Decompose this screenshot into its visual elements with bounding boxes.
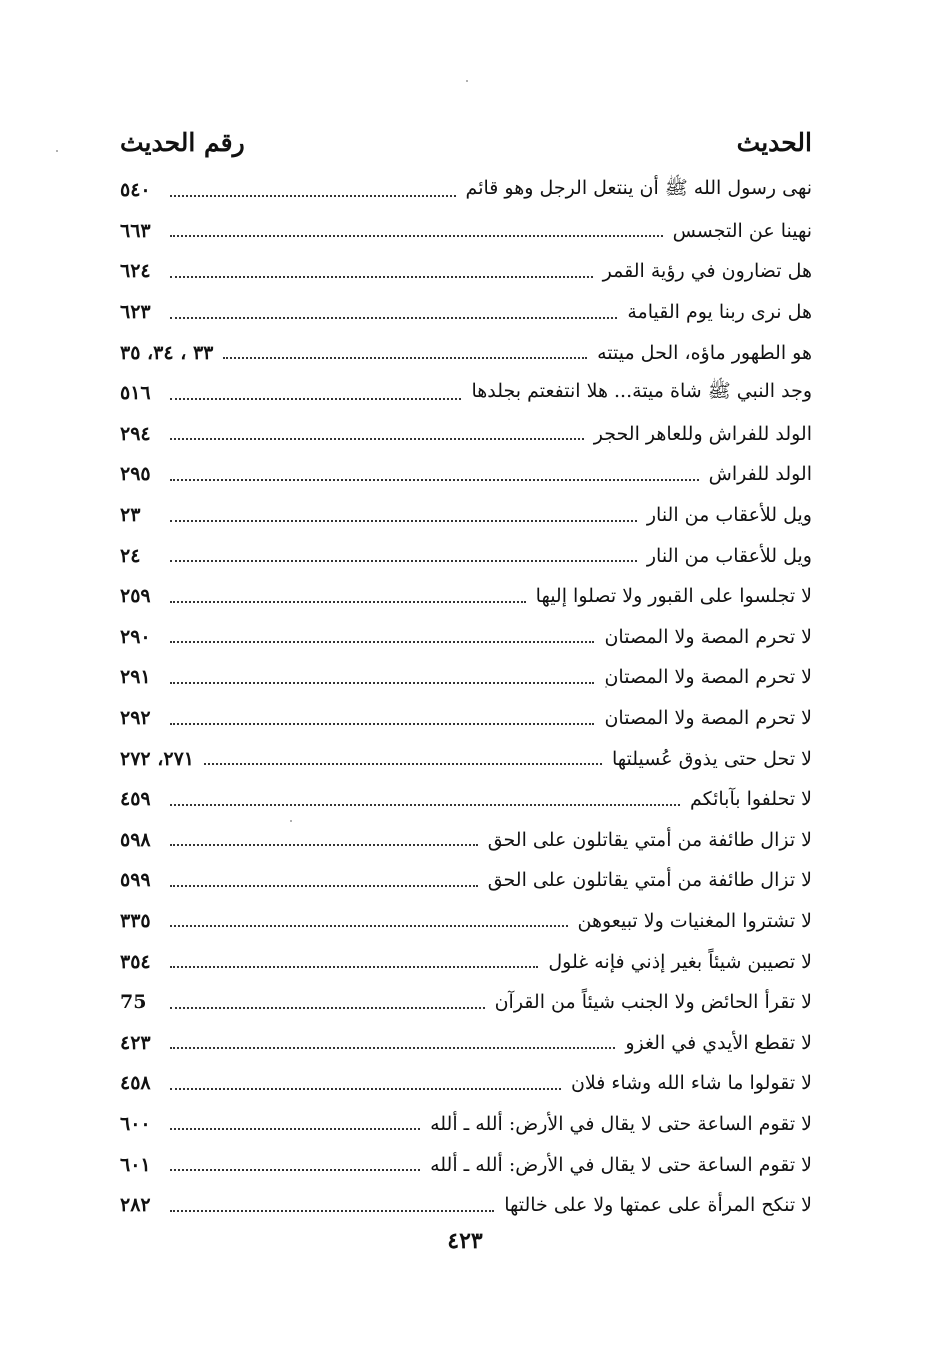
hadith-text: لا تحل حتى يذوق عُسيلتها <box>611 747 812 770</box>
dot-leader <box>170 884 478 887</box>
index-entry <box>120 1185 812 1226</box>
index-entry <box>120 211 812 252</box>
dot-leader <box>170 478 699 481</box>
hadith-text: الولد للفراش وللعاهر الحجر <box>593 422 812 445</box>
index-entry <box>120 617 812 658</box>
hadith-number: ٢٧١، ٢٧٢ <box>120 747 194 770</box>
scan-speck <box>466 80 468 82</box>
dot-leader <box>170 1127 420 1130</box>
index-entry <box>120 1063 812 1104</box>
index-entry <box>120 454 812 495</box>
index-entry <box>120 779 812 820</box>
hadith-number: ٢٤ <box>120 544 141 567</box>
hadith-text: هل تضارون في رؤية القمر <box>602 260 812 283</box>
hadith-text: لا تقطع الأيدي في الغزو <box>625 1031 812 1054</box>
hadith-text: لا تجلسوا على القبور ولا تصلوا إليها <box>535 585 812 608</box>
hadith-number: ٢٩٠ <box>120 625 151 648</box>
dot-leader <box>170 1087 561 1090</box>
hadith-number: ٤٢٣ <box>120 1031 151 1054</box>
hadith-number: ٣٣ ، ٣٤، ٣٥ <box>120 341 214 364</box>
hadith-number: ٢٩٤ <box>120 422 151 445</box>
index-entry <box>120 170 812 211</box>
index-entry <box>120 332 812 373</box>
dot-leader <box>170 965 538 968</box>
dot-leader <box>170 843 478 846</box>
hadith-text: لا تزال طائفة من أمتي يقاتلون على الحق <box>487 869 812 892</box>
index-entry <box>120 1144 812 1185</box>
dot-leader <box>170 681 594 684</box>
hadith-number: ٢٩٥ <box>120 463 151 486</box>
hadith-text: لا تقولوا ما شاء الله وشاء فلان <box>570 1072 812 1095</box>
hadith-text: ويل للأعقاب من النار <box>646 504 812 527</box>
hadith-text: نهينا عن التجسس <box>672 219 812 242</box>
hadith-index-list <box>120 170 812 1225</box>
hadith-number: ٢٨٢ <box>120 1194 151 1217</box>
hadith-text: لا تزال طائفة من أمتي يقاتلون على الحق <box>487 828 812 851</box>
dot-leader <box>170 1006 485 1009</box>
dot-leader <box>170 519 637 522</box>
hadith-text: لا تقرأ الحائض ولا الجنب شيئاً من القرآن <box>494 991 812 1014</box>
hadith-text: لا تحرم المصة ولا المصتان <box>604 666 812 689</box>
hadith-text: لا تحرم المصة ولا المصتان <box>604 707 812 730</box>
index-entry <box>120 535 812 576</box>
hadith-number: ٣٥٤ <box>120 950 151 973</box>
index-entry <box>120 698 812 739</box>
dot-leader <box>170 803 680 806</box>
dot-leader <box>170 1046 615 1049</box>
hadith-number: ٤٥٩ <box>120 788 151 811</box>
hadith-text: لا تنكح المرأة على عمتها ولا على خالتها <box>504 1194 812 1217</box>
index-entry <box>120 292 812 333</box>
dot-leader <box>170 194 456 197</box>
hadith-text: ويل للأعقاب من النار <box>646 544 812 567</box>
dot-leader <box>204 762 602 765</box>
dot-leader <box>170 640 594 643</box>
hadith-text: هل نرى ربنا يوم القيامة <box>627 301 812 324</box>
hadith-text: الولد للفراش <box>708 463 812 486</box>
hadith-text: لا تحرم المصة ولا المصتان <box>604 625 812 648</box>
hadith-number: ٦٠٠ <box>120 1112 151 1135</box>
index-entry <box>120 738 812 779</box>
hadith-number: 75 <box>120 991 147 1014</box>
dot-leader <box>170 559 637 562</box>
hadith-number: ٤٥٨ <box>120 1072 151 1095</box>
hadith-number-column-title: رقم الحديث <box>120 128 245 157</box>
dot-leader <box>170 1168 420 1171</box>
hadith-text: لا تشتروا المغنيات ولا تبيعوهن <box>577 909 812 932</box>
hadith-text: لا تحلفوا بآبائكم <box>689 788 812 811</box>
index-entry <box>120 576 812 617</box>
index-entry <box>120 901 812 942</box>
index-entry <box>120 251 812 292</box>
hadith-number: ٢٣ <box>120 504 141 527</box>
hadith-number: ٥٩٩ <box>120 869 151 892</box>
hadith-text: لا تقوم الساعة حتى لا يقال في الأرض: ألله ـ ألله <box>430 1153 812 1176</box>
index-entry <box>120 414 812 455</box>
dot-leader <box>170 924 568 927</box>
hadith-number: ٥١٦ <box>120 382 151 405</box>
hadith-text: نهى رسول الله ﷺ أن ينتعل الرجل وهو قائم <box>465 177 812 200</box>
dot-leader <box>223 356 587 359</box>
index-header <box>120 128 812 168</box>
hadith-text: لا تصيبن شيئاً بغير إذني فإنه غلول <box>548 950 812 973</box>
hadith-number: ٥٩٨ <box>120 828 151 851</box>
dot-leader <box>170 437 584 440</box>
dot-leader <box>170 1209 494 1212</box>
hadith-number: ٦٠١ <box>120 1153 151 1176</box>
index-entry <box>120 1022 812 1063</box>
hadith-text: هو الطهور ماؤه، الحل ميتته <box>597 341 812 364</box>
hadith-number: ٥٤٠ <box>120 179 151 202</box>
hadith-number: ٦٦٣ <box>120 219 151 242</box>
hadith-number: ٢٥٩ <box>120 585 151 608</box>
index-entry <box>120 860 812 901</box>
hadith-number: ٦٢٣ <box>120 301 151 324</box>
dot-leader <box>170 397 461 400</box>
index-entry <box>120 1104 812 1145</box>
hadith-number: ٢٩٢ <box>120 707 151 730</box>
dot-leader <box>170 722 594 725</box>
index-entry <box>120 495 812 536</box>
index-entry <box>120 373 812 414</box>
dot-leader <box>170 234 663 237</box>
hadith-number: ٢٩١ <box>120 666 151 689</box>
hadith-number: ٦٢٤ <box>120 260 151 283</box>
hadith-text: وجد النبي ﷺ شاة ميتة... هلا انتفعتم بجلدها <box>471 380 812 403</box>
hadith-number: ٣٣٥ <box>120 909 151 932</box>
scan-speck <box>56 150 58 152</box>
index-entry <box>120 982 812 1023</box>
index-entry <box>120 657 812 698</box>
hadith-text: لا تقوم الساعة حتى لا يقال في الأرض: ألله ـ ألله <box>430 1112 812 1135</box>
dot-leader <box>170 316 617 319</box>
index-entry <box>120 941 812 982</box>
index-entry <box>120 820 812 861</box>
dot-leader <box>170 600 526 603</box>
hadith-column-title: الحديث <box>736 128 812 157</box>
dot-leader <box>170 275 593 278</box>
page-number: ٤٢٣ <box>447 1228 483 1254</box>
